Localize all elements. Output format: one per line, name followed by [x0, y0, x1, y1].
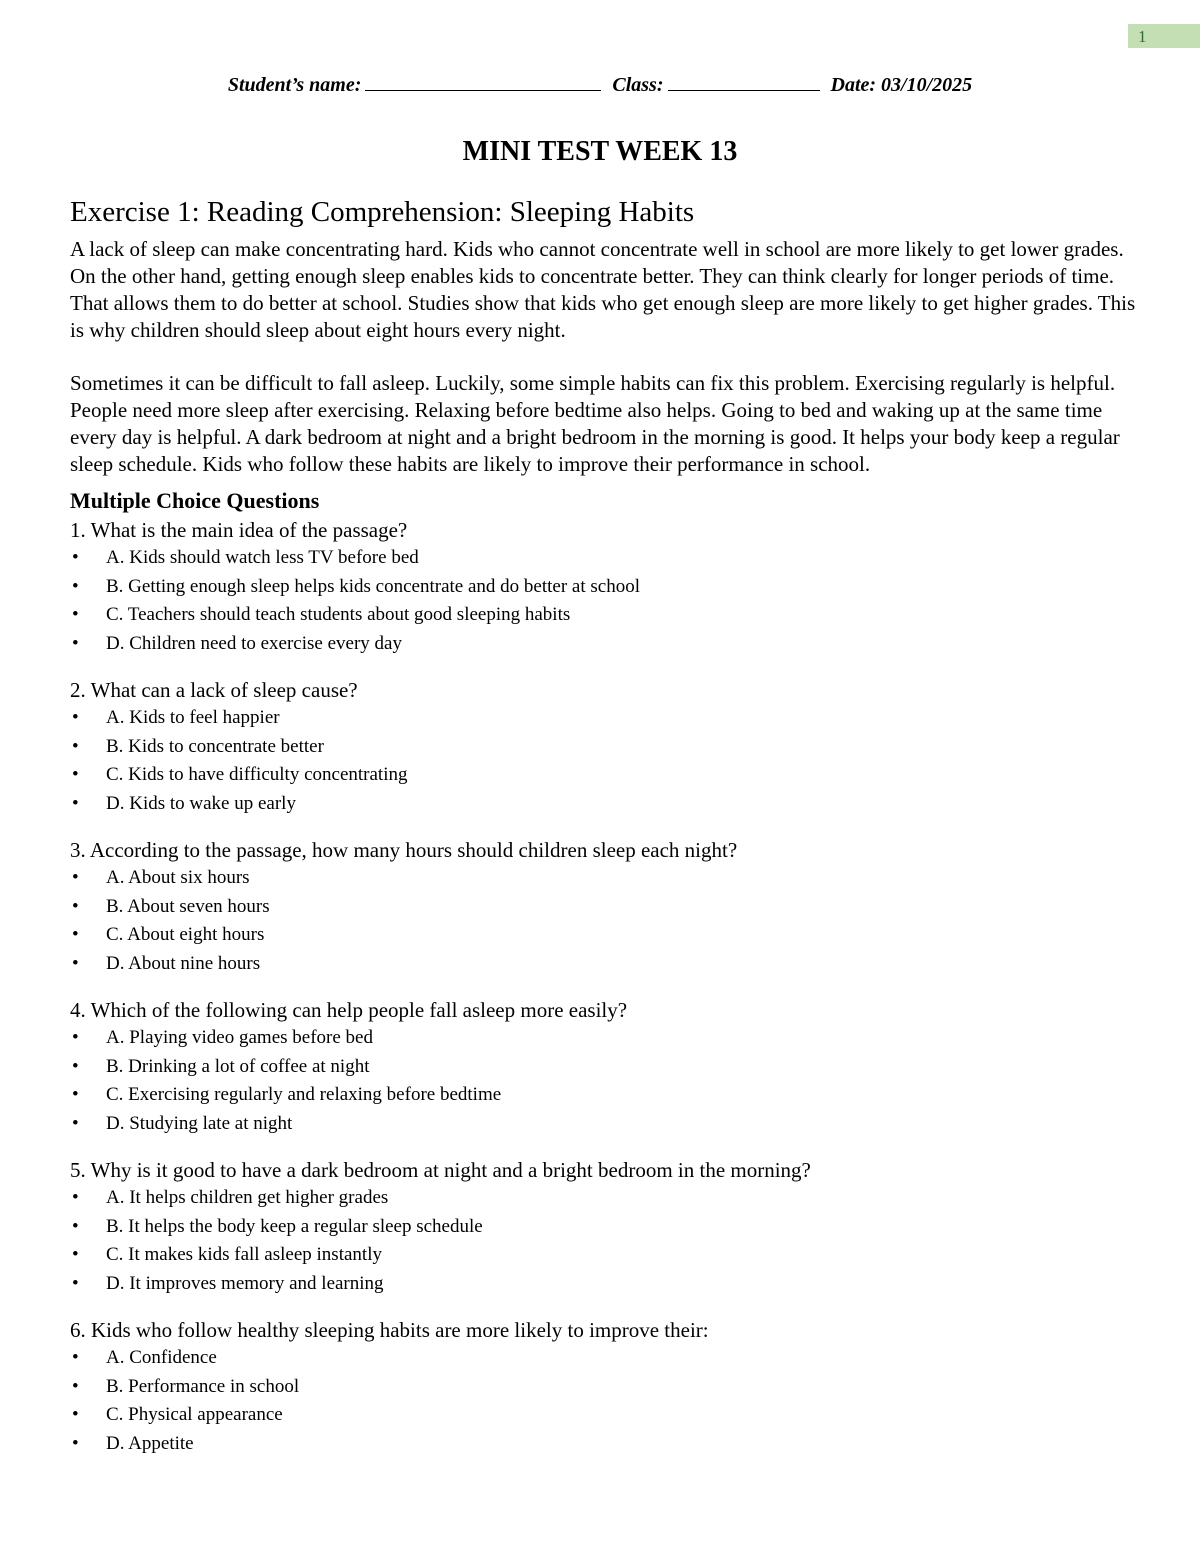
answer-options	[70, 1024, 1140, 1138]
answer-options	[70, 544, 1140, 658]
answer-option	[70, 1270, 1140, 1299]
option-text: C. About eight hours	[106, 924, 265, 945]
answer-option	[70, 544, 1140, 573]
question-text: 2. What can a lack of sleep cause?	[70, 678, 358, 702]
student-name-label: Student’s name:	[227, 74, 362, 96]
option-text: D. Appetite	[106, 1432, 194, 1454]
answer-option	[70, 761, 1140, 790]
question-block	[70, 836, 1140, 978]
answer-option	[70, 1053, 1140, 1082]
bullet-icon: •	[72, 1055, 79, 1077]
option-text: C. Teachers should teach students about good sleeping habits	[106, 604, 571, 625]
bullet-icon: •	[72, 1272, 79, 1294]
bullet-icon: •	[72, 1215, 79, 1237]
question-text: 6. Kids who follow healthy sleeping habits are more likely to improve their:	[70, 1318, 709, 1342]
bullet-icon: •	[72, 1027, 79, 1048]
option-text: C. Kids to have difficulty concentrating	[106, 764, 408, 785]
bullet-icon: •	[72, 1404, 79, 1425]
question-block	[70, 516, 1140, 658]
answer-option	[70, 704, 1140, 733]
answer-option	[70, 733, 1140, 762]
option-text: A. Playing video games before bed	[106, 1027, 373, 1048]
answer-options	[70, 1344, 1140, 1458]
question-block	[70, 1156, 1140, 1298]
answer-option	[70, 921, 1140, 950]
bullet-icon: •	[72, 1112, 79, 1134]
bullet-icon: •	[72, 867, 79, 888]
answer-options	[70, 1184, 1140, 1298]
bullet-icon: •	[72, 575, 79, 597]
answer-option	[70, 950, 1140, 979]
option-text: A. About six hours	[106, 867, 250, 888]
class-label: Class:	[612, 74, 664, 96]
option-text: B. About seven hours	[106, 895, 270, 917]
option-text: B. Kids to concentrate better	[106, 735, 324, 757]
student-info-header	[0, 72, 1200, 97]
page-title: MINI TEST WEEK 13	[462, 136, 738, 167]
option-text: D. About nine hours	[106, 952, 261, 974]
question-list	[70, 516, 1140, 1458]
bullet-icon: •	[72, 1347, 79, 1368]
option-text: B. It helps the body keep a regular sleep schedule	[106, 1215, 483, 1237]
option-text: B. Getting enough sleep helps kids concentrate and do better at school	[106, 575, 640, 597]
question-text: 3. According to the passage, how many hours should children sleep each night?	[70, 838, 738, 862]
class-blank	[668, 72, 820, 91]
bullet-icon: •	[72, 547, 79, 568]
bullet-icon: •	[72, 1375, 79, 1397]
answer-option	[70, 1430, 1140, 1459]
option-text: B. Performance in school	[106, 1375, 300, 1397]
option-text: A. Kids should watch less TV before bed	[106, 547, 419, 568]
bullet-icon: •	[72, 895, 79, 917]
bullet-icon: •	[72, 952, 79, 974]
option-text: D. Children need to exercise every day	[106, 632, 402, 654]
answer-option	[70, 1184, 1140, 1213]
answer-option	[70, 1373, 1140, 1402]
answer-option	[70, 1110, 1140, 1139]
option-text: A. Kids to feel happier	[106, 707, 280, 728]
answer-option	[70, 601, 1140, 630]
answer-option	[70, 893, 1140, 922]
bullet-icon: •	[72, 735, 79, 757]
reading-paragraph: Sometimes it can be difficult to fall asleep. Luckily, some simple habits can fix this problem. Exercising regularly is helpful. People need more sleep after exercising. Relaxing before bedtime also helps. Going to bed and waking up at the same time every day is helpful. A dark bedroom at night and a bright bedroom in the morning is good. It helps your body keep a regular sleep schedule. Kids who follow these habits are likely to improve their performance in school.	[70, 371, 1120, 476]
question-text: 4. Which of the following can help people fall asleep more easily?	[70, 998, 628, 1022]
bullet-icon: •	[72, 1432, 79, 1454]
answer-option	[70, 573, 1140, 602]
answer-option	[70, 1401, 1140, 1430]
reading-paragraph: A lack of sleep can make concentrating hard. Kids who cannot concentrate well in school are more likely to get lower grades. On the other hand, getting enough sleep enables kids to concentrate better. They can think clearly for longer periods of time. That allows them to do better at school. Studies show that kids who get enough sleep are more likely to get higher grades. This is why children should sleep about eight hours every night.	[70, 237, 1136, 342]
mcq-heading: Multiple Choice Questions	[70, 488, 320, 513]
student-name-blank	[365, 72, 601, 91]
option-text: C. Physical appearance	[106, 1404, 283, 1425]
date-label: Date: 03/10/2025	[830, 74, 973, 96]
option-text: A. It helps children get higher grades	[106, 1187, 389, 1208]
option-text: D. Studying late at night	[106, 1112, 293, 1134]
option-text: B. Drinking a lot of coffee at night	[106, 1055, 370, 1077]
answer-option	[70, 1241, 1140, 1270]
answer-option	[70, 630, 1140, 659]
option-text: A. Confidence	[106, 1347, 217, 1368]
question-block	[70, 676, 1140, 818]
option-text: D. Kids to wake up early	[106, 792, 296, 814]
answer-options	[70, 704, 1140, 818]
question-text: 5. Why is it good to have a dark bedroom at night and a bright bedroom in the morning?	[70, 1158, 811, 1182]
answer-options	[70, 864, 1140, 978]
answer-option	[70, 1081, 1140, 1110]
answer-option	[70, 1344, 1140, 1373]
bullet-icon: •	[72, 924, 79, 945]
question-text: 1. What is the main idea of the passage?	[70, 518, 408, 542]
bullet-icon: •	[72, 1084, 79, 1105]
answer-option	[70, 790, 1140, 819]
bullet-icon: •	[72, 1187, 79, 1208]
bullet-icon: •	[72, 792, 79, 814]
bullet-icon: •	[72, 1244, 79, 1265]
test-content	[70, 194, 1140, 1458]
bullet-icon: •	[72, 707, 79, 728]
option-text: C. Exercising regularly and relaxing before bedtime	[106, 1084, 502, 1105]
bullet-icon: •	[72, 764, 79, 785]
option-text: D. It improves memory and learning	[106, 1272, 384, 1294]
option-text: C. It makes kids fall asleep instantly	[106, 1244, 382, 1265]
answer-option	[70, 1213, 1140, 1242]
bullet-icon: •	[72, 632, 79, 654]
question-block	[70, 996, 1140, 1138]
answer-option	[70, 1024, 1140, 1053]
question-block	[70, 1316, 1140, 1458]
page-number: 1	[1128, 24, 1200, 48]
bullet-icon: •	[72, 604, 79, 625]
exercise-title: Exercise 1: Reading Comprehension: Sleeping Habits	[70, 196, 695, 228]
answer-option	[70, 864, 1140, 893]
